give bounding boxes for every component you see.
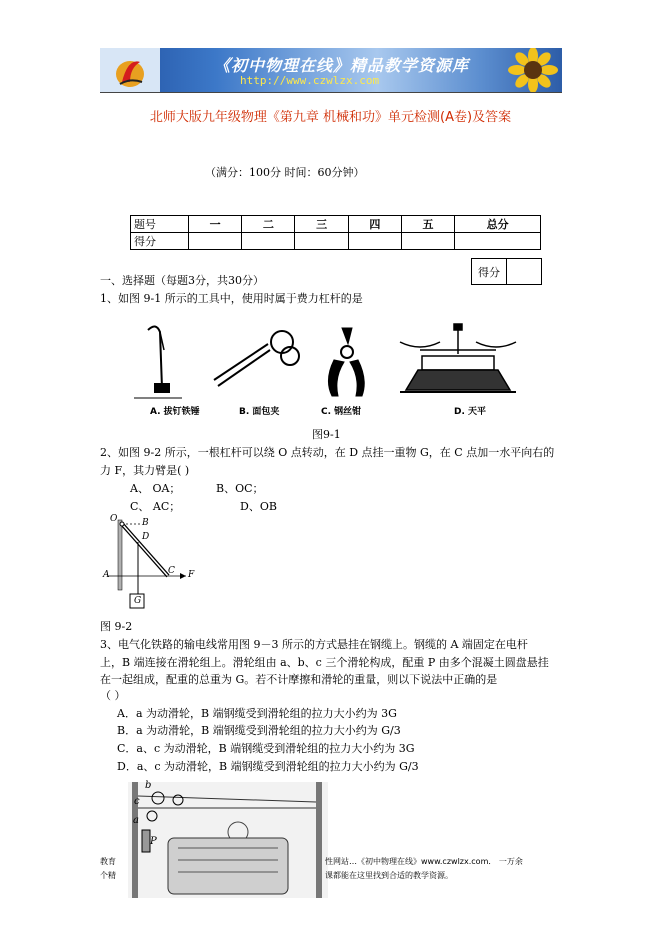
answer-option[interactable]: D、OB xyxy=(240,500,277,513)
section-score-label: 得分 xyxy=(478,266,500,279)
score-header-cell: 题号 xyxy=(131,216,189,233)
answer-option[interactable]: B、OC； xyxy=(216,482,264,495)
answer-option[interactable]: A．a 为动滑轮，B 端钢缆受到滑轮组的拉力大小约为 3G xyxy=(117,707,397,720)
question-2-text: 2、如图 9-2 所示，一根杠杆可以绕 O 点转动，在 D 点挂一重物 G，在 C 点加一水平向右的 xyxy=(100,446,555,459)
question-1-text: 1、如图 9-1 所示的工具中，使用时属于费力杠杆的是 xyxy=(100,292,363,305)
fig3-label-b: b xyxy=(145,780,152,791)
figure-caption: A. 拔钉铁锤 xyxy=(150,407,200,417)
figure-caption: C. 钢丝钳 xyxy=(321,407,362,417)
score-table-row xyxy=(131,233,541,250)
footer-text-right: 课都能在这里找到合适的教学资源。 xyxy=(325,871,453,880)
score-header-cell: 一 xyxy=(189,216,242,233)
score-row-label: 得分 xyxy=(131,233,189,250)
score-table xyxy=(130,215,541,250)
fig2-label-g: G xyxy=(134,596,142,606)
exam-meta: （满分：100分 时间：60分钟） xyxy=(205,166,365,179)
fig2-label-a: A xyxy=(103,570,110,580)
figure-caption: D. 天平 xyxy=(454,407,487,417)
figure-9-3 xyxy=(128,782,328,898)
answer-option[interactable]: C、 AC； xyxy=(130,500,181,513)
fig3-label-a: a xyxy=(133,815,139,826)
question-3-text: 3、电气化铁路的输电线常用图 9－3 所示的方式悬挂在钢缆上。钢缆的 A 端固定在电杆 xyxy=(100,638,528,651)
logo-icon xyxy=(100,48,160,92)
score-cell[interactable] xyxy=(455,233,541,250)
fig3-label-c: c xyxy=(134,796,140,807)
answer-option[interactable]: D．a、c 为动滑轮，B 端钢缆受到滑轮组的拉力大小约为 G/3 xyxy=(117,760,419,773)
section-score-label-box xyxy=(471,258,507,285)
score-cell[interactable] xyxy=(242,233,295,250)
score-cell[interactable] xyxy=(401,233,454,250)
answer-option[interactable]: B．a 为动滑轮，B 端钢缆受到滑轮组的拉力大小约为 G/3 xyxy=(117,724,401,737)
fig3-label-p: P xyxy=(150,836,157,847)
section-heading: 一、选择题（每题3分，共30分） xyxy=(100,274,264,287)
bread-tongs-icon xyxy=(214,331,299,386)
score-cell[interactable] xyxy=(295,233,348,250)
score-header-cell: 总分 xyxy=(455,216,541,233)
figure-9-2 xyxy=(100,514,210,614)
banner-rule xyxy=(100,92,562,93)
question-3-text: 上，B 端连接在滑轮组上。滑轮组由 a、b、c 三个滑轮构成，配重 P 由多个混凝土圆盘悬挂 xyxy=(100,656,549,669)
fig2-label-o: O xyxy=(110,514,118,524)
answer-option[interactable]: A、 OA； xyxy=(130,482,181,495)
answer-option[interactable]: C．a、c 为动滑轮，B 端钢缆受到滑轮组的拉力大小约为 3G xyxy=(117,742,415,755)
fig2-label-d: D xyxy=(142,532,150,542)
page-title: 北师大版九年级物理《第九章 机械和功》单元检测(A卷)及答案 xyxy=(149,110,512,125)
claw-hammer-icon xyxy=(134,326,182,398)
score-header-cell: 二 xyxy=(242,216,295,233)
footer-text-right: 性网站…《初中物理在线》www.czwlzx.com． 一万余 xyxy=(325,857,523,866)
fig2-label-c: C xyxy=(168,566,175,576)
figure-caption: B. 面包夹 xyxy=(239,407,280,417)
score-table-header-row xyxy=(131,216,541,233)
balance-scale-icon xyxy=(400,324,516,392)
score-header-cell: 三 xyxy=(295,216,348,233)
section-score-input[interactable] xyxy=(506,258,542,285)
banner-url[interactable]: http://www.czwlzx.com xyxy=(240,74,380,87)
fig2-label-f: F xyxy=(188,570,195,580)
fig2-label-b: B xyxy=(142,518,149,528)
figure-label: 图 9-2 xyxy=(100,620,133,633)
question-3-text: 在一起组成，配重的总重为 G。若不计摩擦和滑轮的重量，则以下说法中正确的是 xyxy=(100,673,498,686)
question-3-text: （ ） xyxy=(100,689,126,702)
footer-text-left: 个精 xyxy=(100,871,116,880)
figure-label: 图9-1 xyxy=(312,428,341,441)
footer-text-left: 教育 xyxy=(100,857,116,866)
score-cell[interactable] xyxy=(189,233,242,250)
header-banner xyxy=(100,48,562,92)
banner-title: 《初中物理在线》精品教学资源库 xyxy=(214,56,470,75)
score-header-cell: 五 xyxy=(401,216,454,233)
wire-pliers-icon xyxy=(328,328,364,396)
score-header-cell: 四 xyxy=(348,216,401,233)
sunflower-icon xyxy=(505,48,562,92)
question-2-text: 力 F，其力臂是( ) xyxy=(100,464,190,477)
score-cell[interactable] xyxy=(348,233,401,250)
